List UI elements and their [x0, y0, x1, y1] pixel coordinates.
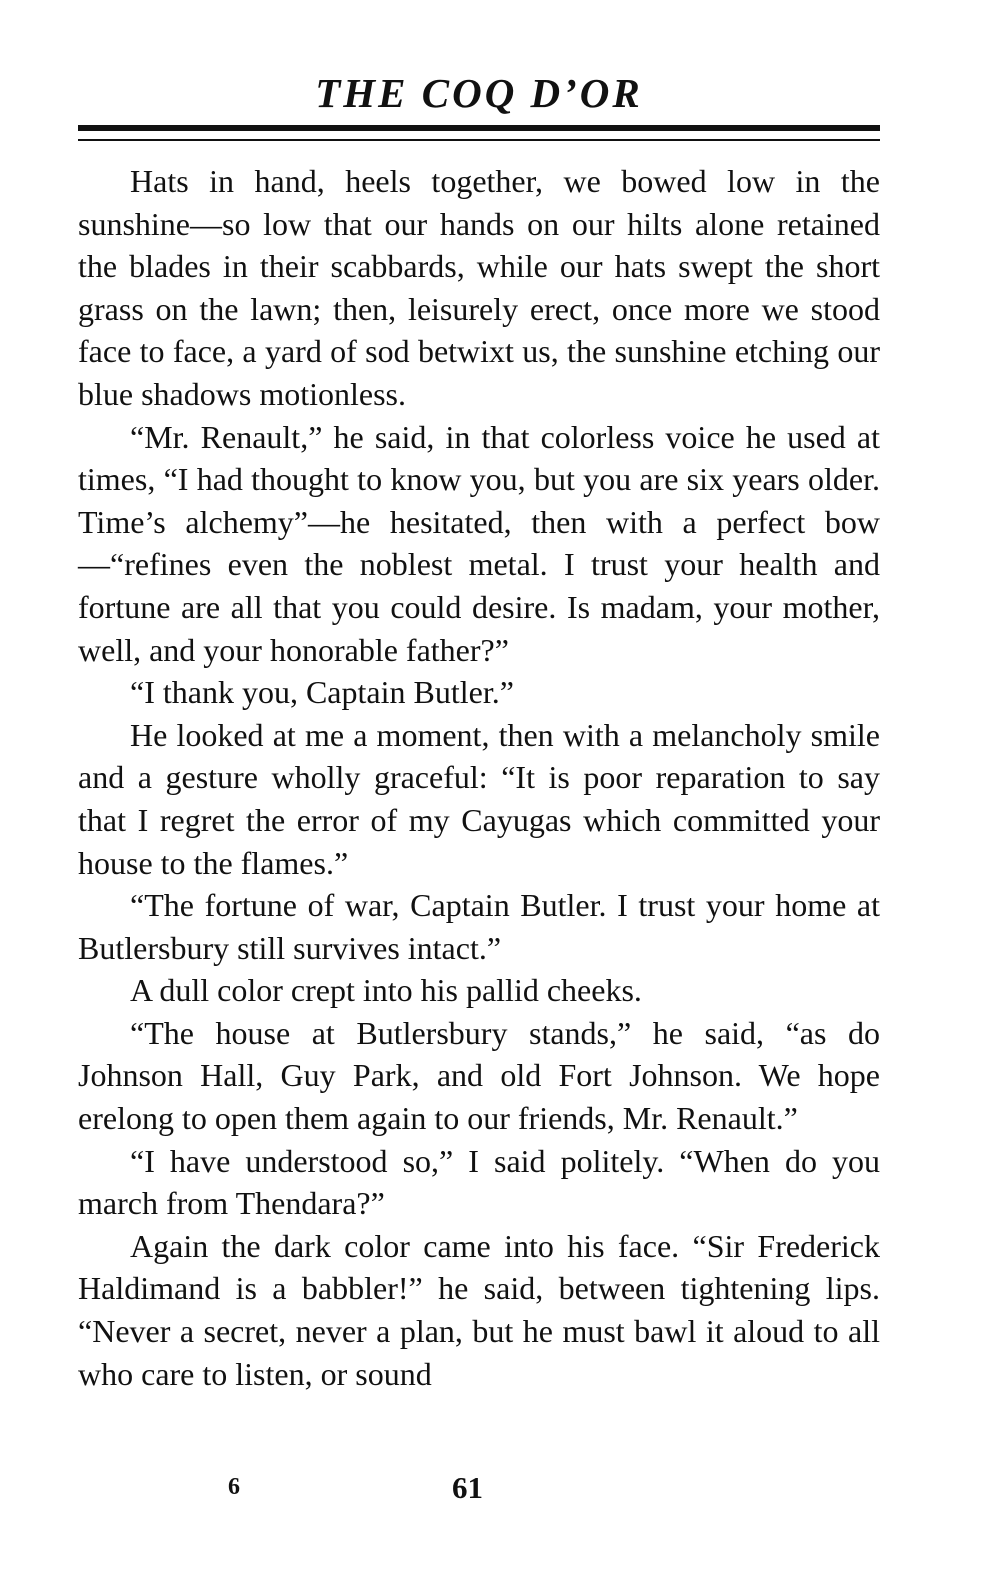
header-rule-thin [78, 139, 880, 141]
page-number: 61 [452, 1470, 483, 1505]
paragraph: Again the dark color came into his face. “Sir Frederick Haldimand is a babbler!” he said, between tightening lips. “Never a secret, never a plan, but he must bawl it aloud to all who care to listen, or sound [78, 1227, 880, 1392]
paragraph: Hats in hand, heels together, we bowed low in the sunshine—so low that our hands on our hilts alone retained the blades in their scabbards, while our hats swept the short grass on the lawn; then, leisurely erect, once more we stood face to face, a yard of sod betwixt us, the sunshine etching our blue shadows motionless. [78, 163, 880, 412]
paragraph: “The fortune of war, Captain Butler. I trust your home at Butlersbury still survives intact.” [78, 887, 880, 966]
paragraph: “Mr. Renault,” he said, in that colorless voice he used at times, “I had thought to know you, but you are six years older. Time’s alchemy”—he hesitated, then with a perfect bow—“refines even the noblest metal. I trust your health and fortune are all that you could desire. Is madam, your mother, well, and your honorable father?” [78, 418, 880, 668]
paragraph: He looked at me a moment, then with a melancholy smile and a gesture wholly graceful: “It is poor reparation to say that I regret the error of my Cayugas which committed your house to the flames.” [78, 716, 880, 881]
paragraph: “The house at Butlersbury stands,” he said, “as do Johnson Hall, Guy Park, and old Fort Johnson. We hope erelong to open them again to our friends, Mr. Renault.” [78, 1014, 880, 1137]
page-footer [0, 1470, 1000, 1510]
running-title: THE COQ D’OR [315, 70, 643, 116]
paragraph: “I have understood so,” I said politely. “When do you march from Thendara?” [78, 1142, 880, 1222]
header-rule-thick [78, 125, 880, 131]
signature-mark: 6 [228, 1474, 240, 1500]
paragraph: “I thank you, Captain Butler.” [130, 674, 514, 711]
paragraph: A dull color crept into his pallid cheeks. [130, 972, 642, 1009]
body-text [78, 160, 880, 1395]
